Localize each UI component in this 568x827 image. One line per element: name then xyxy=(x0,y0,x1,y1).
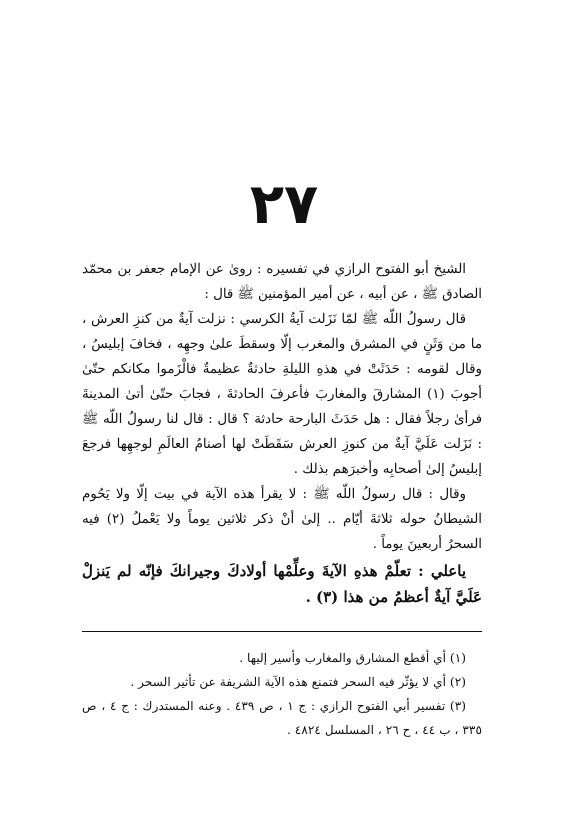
paragraph-intro: الشيخ أبو الفتوح الرازي في تفسيره : روىٰ عن الإمام جعفر بن محمّد الصادق ﷺ ، عن أبيه ، عن أمير المؤمنين ﷺ قال : xyxy=(82,262,482,302)
footnote-2: (٢) أي لا يؤثّر فيه السحر فتمنع هذه الآية الشريفة عن تأثير السحر . xyxy=(130,675,466,689)
footnotes xyxy=(82,646,482,742)
footnote-3: (٣) تفسير أبي الفتوح الرازي : ج ١ ، ص ٤٣٩ . وعنه المستدرك : ج ٤ ، ص ٣٣٥ ، ب ٤٤ ، ح ٢٦ ، المسلسل ٤٨٢٤ . xyxy=(82,699,482,737)
footnote-divider xyxy=(82,631,482,632)
paragraph-bold-statement: ياعلي : تعلّمْ هذهِ الآيةَ وعلِّمْها أولادكَ وجيرانكَ فإنّه لم يَنزلْ عَلَيَّ آيةٌ أعظمُ من هذا (٣) . xyxy=(82,562,482,606)
main-text xyxy=(82,257,482,610)
footnote-1: (١) أي أقطع المشارق والمغارب وأسير إليها . xyxy=(239,651,466,665)
chapter-number: ٢٧ xyxy=(249,172,319,237)
paragraph-protection: وقال : قال رسولُ اللّه ﷺ : لا يقرأ هذه الآية في بيت إلّا ولا يَحُوم الشيطانُ حوله ثلاثةَ أيّام .. إلىٰ أنْ ذكر ثلاثين يوماً ولا يَعْملُ (٢) فيه السحرُ أربعينَ يوماً . xyxy=(82,487,482,552)
paragraph-narration: قال رسولُ اللّه ﷺ لمّا نَزَلت آيةُ الكرسي : نزلت آيةٌ من كنزِ العرش ، ما من وَثَنٍ في المشرق والمغرب إلّا وسقطَ علىٰ وجهِه ، فخافَ إبليسُ ، وقال لقومه : حَدَثَتْ في هذهِ الليلةِ حادثةٌ عظيمةٌ فالْزَموا مكانكم حتّىٰ أجوبَ (١) المشارقَ والمغاربَ فأعرفَ الحادثةَ ، فجابَ حتّىٰ أتىٰ المدينةَ فرأىٰ رجلاً فقال : هل حَدَثَ البارحة حادثة ؟ قال : قال لنا رسولُ اللّه ﷺ : نَزَلت عَلَيَّ آيةٌ من كنوزِ العرش سَقَطَتْ لها أصنامُ العالَمِ لوجهِها فرجعَ إبليسُ إلىٰ أصحابِه وأخبرَهم بذلك . xyxy=(82,312,482,477)
